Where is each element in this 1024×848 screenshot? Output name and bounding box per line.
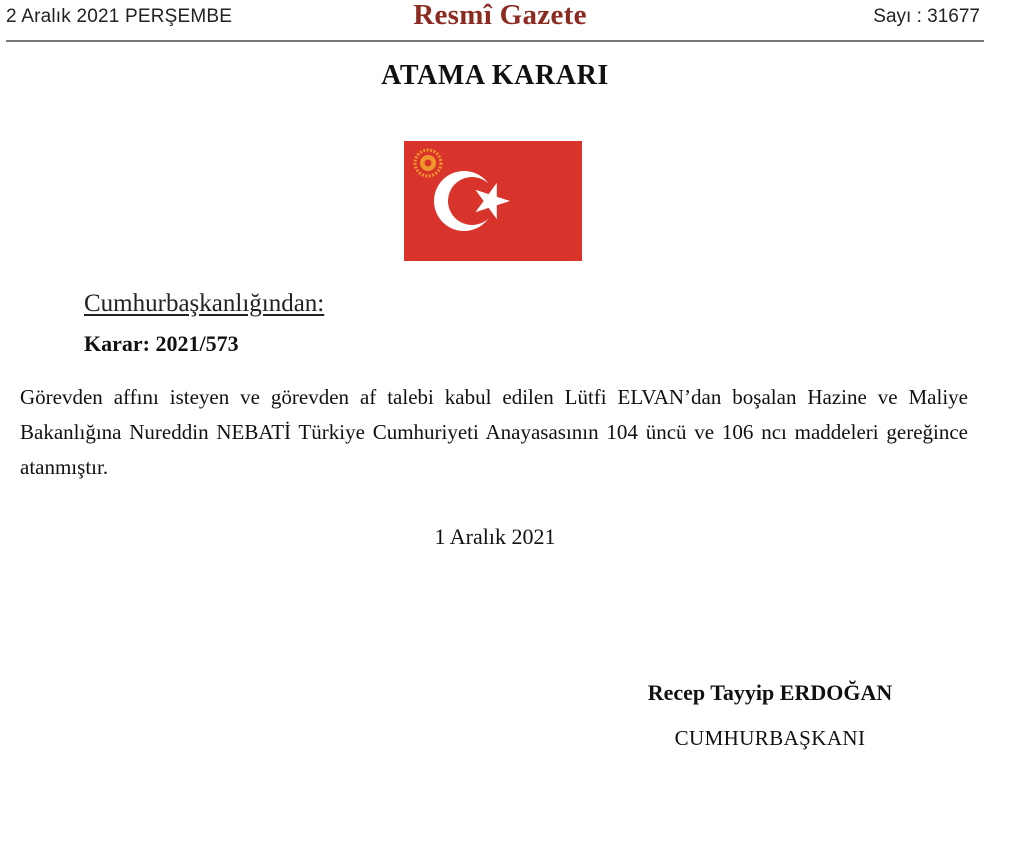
- decision-number: Karar: 2021/573: [84, 331, 239, 356]
- decision-body: Görevden affını isteyen ve görevden af talebi kabul edilen Lütfi ELVAN’dan boşalan Hazine ve Maliye Bakanlığına Nureddin NEBATİ Türkiye Cumhuriyeti Anayasasının 104 üncü ve 106 ncı maddeleri gereğince atanmıştır.: [20, 385, 968, 479]
- decision-date: 1 Aralık 2021: [434, 524, 556, 549]
- issuing-authority: Cumhurbaşkanlığından:: [84, 290, 325, 317]
- issue-number: Sayı : 31677: [873, 6, 980, 27]
- gazette-date: 2 Aralık 2021 PERŞEMBE: [6, 6, 233, 27]
- signatory-title: CUMHURBAŞKANI: [674, 726, 866, 750]
- signatory-name: Recep Tayyip ERDOĞAN: [647, 680, 893, 705]
- header-divider: [6, 40, 984, 42]
- document-title: ATAMA KARARI: [381, 60, 609, 91]
- publication-name: Resmî Gazete: [413, 0, 587, 31]
- turkish-flag-icon: [404, 141, 582, 261]
